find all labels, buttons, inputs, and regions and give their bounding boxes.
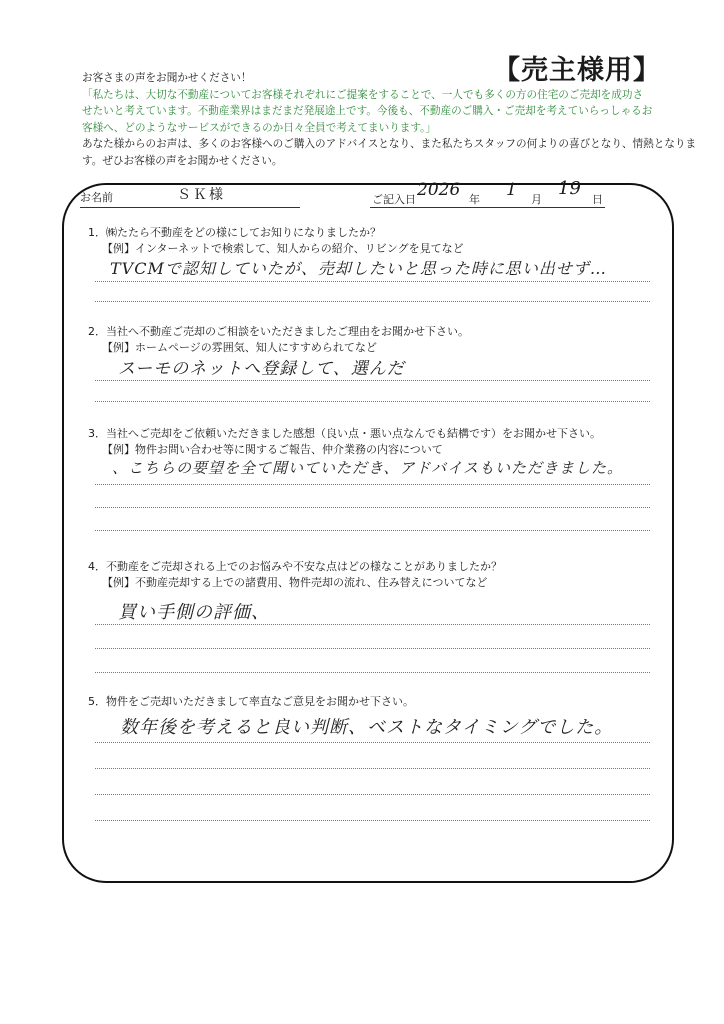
- answer-line: [95, 794, 650, 795]
- answer-2: スーモのネットへ登録して、選んだ: [118, 359, 405, 379]
- answer-line: [95, 380, 650, 381]
- question-4: 4．不動産をご売却される上でのお悩みや不安な点はどの様なことがありましたか？: [88, 560, 502, 573]
- date-year-value: 2026: [417, 180, 461, 200]
- month-unit: 月: [531, 193, 542, 206]
- name-value: ＳＫ様: [177, 187, 225, 203]
- mission-line: せたいと考えています。不動産業界はまだまだ発展途上です。今後も、不動産のご購入・ご売却を考えていらっしゃるお: [82, 105, 653, 117]
- closing-line: あなた様からのお声は、多くのお客様へのご購入のアドバイスとなり、また私たちスタッフの何よりの喜びとなり、情熱となりま: [82, 138, 697, 150]
- question-1: 1．㈱たたら不動産をどの様にしてお知りになりましたか？: [88, 226, 381, 239]
- intro-line: お客さまの声をお聞かせください！: [82, 72, 252, 84]
- page-title: 【売主様用】: [493, 55, 661, 86]
- survey-form-frame: [62, 183, 674, 883]
- mission-line: 客様へ、どのようなサービスができるのか日々全員で考えてまいります。」: [82, 121, 437, 134]
- example-1: 【例】インターネットで検索して、知人からの紹介、リビングを見てなど: [102, 242, 464, 255]
- answer-4: 買い手側の評価、: [118, 602, 270, 623]
- date-label: ご記入日: [372, 193, 416, 206]
- answer-line: [95, 507, 650, 508]
- name-underline: [80, 207, 300, 208]
- answer-1: TVCMで認知していたが、売却したいと思った時に思い出せず…: [110, 259, 607, 278]
- answer-line: [95, 672, 650, 673]
- answer-line: [95, 624, 650, 625]
- answer-line: [95, 530, 650, 531]
- answer-line: [95, 768, 650, 769]
- question-5: 5．物件をご売却いただきまして率直なご意見をお聞かせ下さい。: [88, 695, 414, 708]
- answer-line: [95, 301, 650, 302]
- answer-line: [95, 820, 650, 821]
- question-2: 2．当社へ不動産ご売却のご相談をいただきましたご理由をお聞かせ下さい。: [88, 325, 469, 338]
- name-label: お名前: [80, 191, 113, 204]
- answer-5: 数年後を考えると良い判断、ベストなタイミングでした。: [120, 717, 614, 738]
- example-2: 【例】ホームページの雰囲気、知人にすすめられてなど: [102, 341, 377, 354]
- answer-line: [95, 648, 650, 649]
- example-3: 【例】物件お問い合わせ等に関するご報告、仲介業務の内容について: [102, 443, 443, 456]
- question-3: 3．当社へご売却をご依頼いただきました感想（良い点・悪い点なんでも結構です）をお聞かせ下さい。: [88, 427, 601, 440]
- year-unit: 年: [469, 193, 480, 206]
- example-4: 【例】不動産売却する上での諸費用、物件売却の流れ、住み替えについてなど: [102, 576, 488, 589]
- day-unit: 日: [592, 193, 603, 206]
- answer-line: [95, 281, 650, 282]
- intro-text: [82, 70, 697, 169]
- answer-line: [95, 401, 650, 402]
- closing-line: す。ぜひお客様の声をお聞かせください。: [82, 154, 283, 167]
- mission-line: 「私たちは、大切な不動産についてお客様それぞれにご提案をすることで、一人でも多くの方の住宅のご売却を成功さ: [82, 88, 644, 101]
- date-month-value: 1: [506, 180, 517, 200]
- date-underline: [370, 207, 605, 208]
- answer-3: 、こちらの要望を全て聞いていただき、アドバイスもいただきました。: [112, 459, 623, 477]
- answer-line: [95, 484, 650, 485]
- answer-line: [95, 742, 650, 743]
- date-day-value: 19: [558, 178, 581, 199]
